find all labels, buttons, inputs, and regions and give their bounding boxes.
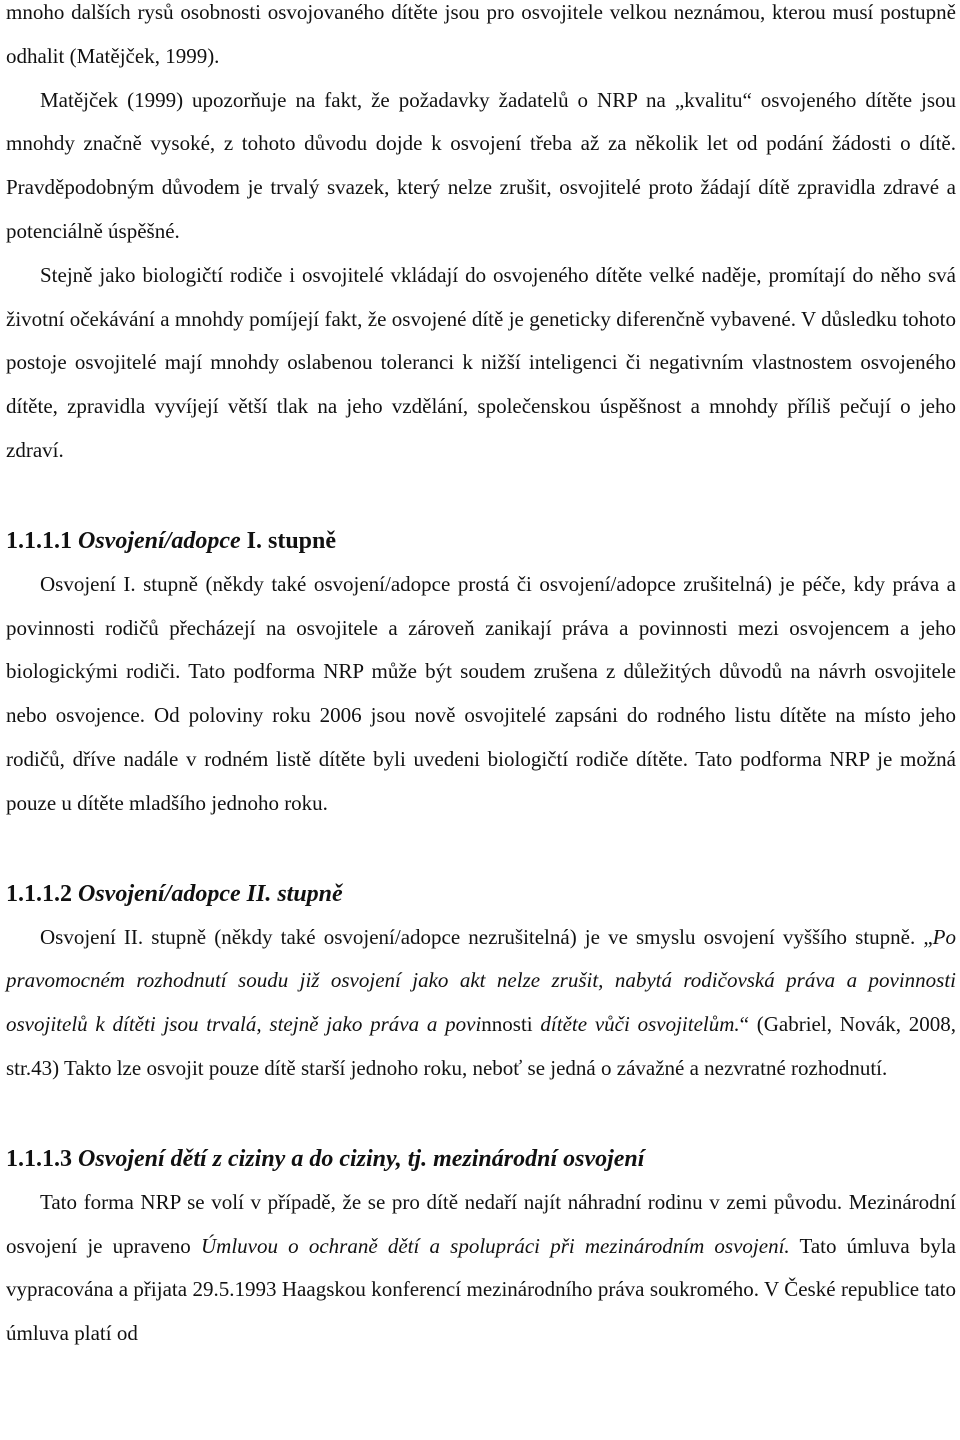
section-title-italic: Osvojení/adopce II. stupně <box>78 880 343 907</box>
paragraph-continued <box>6 0 956 79</box>
paragraph-text-end: Tato úmluva byla vypracována a přijata 29.5.1993 Haagskou konferencí mezinárodního práva soukromého. V České republice tato úmluva platí od <box>6 1233 956 1346</box>
citation-text: “ (Gabriel, Novák, 2008, str.43) Takto lze osvojit pouze dítě starší jednoho roku, neboť se jedná o závažné a nezvratné rozhodnutí. <box>6 1012 956 1080</box>
paragraph-text: Stejně jako biologičtí rodiče i osvojitelé vkládají do osvojeného dítěte velké naděje, promítají do něho svá životní očekávání a mnohdy pomíjejí fakt, že osvojené dítě je geneticky diferenčně vybavené. V důsledku tohoto postoje osvojitelé mají mnohdy oslabenou toleranci k nižší inteligenci či negativním vlastnostem osvojeného dítěte, zpravidla vyvíjejí větší tlak na jeho vzdělání, společenskou úspěšnost a mnohdy příliš pečují o jeho zdraví. <box>6 262 956 462</box>
section-heading-1 <box>6 519 956 563</box>
section-title-rest: I. stu <box>240 527 299 554</box>
spacer <box>6 473 956 519</box>
section-1-body <box>6 563 956 826</box>
section-title-italic: Osvojení/adopce <box>78 527 241 554</box>
document-page <box>6 0 956 1356</box>
spacer <box>6 826 956 872</box>
convention-title-italic: Úmluvou o ochraně dětí a spolupráci při mezinárodním osvojení. <box>201 1233 790 1258</box>
spacer <box>6 1091 956 1137</box>
quotation-italic-end: dítěte vůči osvojitelům. <box>540 1012 740 1037</box>
paragraph-text: Tato forma NRP se volí v případě, že se pro dítě nedaří najít náhradní rodinu v zemi původu. Mezinárodní osvojení je upraveno <box>6 1189 956 1258</box>
section-title-rest-end: pně <box>298 527 337 554</box>
section-number: 1.1.1.2 <box>6 880 72 907</box>
section-title-italic: Osvojení dětí z ciziny a do ciziny, tj. mezinárodní osvojení <box>78 1145 645 1172</box>
paragraph-text: Matějček (1999) upozorňuje na fakt, že požadavky žadatelů o NRP na „kvalitu“ osvojeného dítěte jsou mnohdy značně vysoké, z tohoto důvodu dojde k osvojení třeba až za několik let od podání žádosti o dítě. Pravděpodobným důvodem je trvalý svazek, který nelze zrušit, osvojitelé proto žádají dítě zpravidla zdravé a potenciálně úspěšné. <box>6 87 956 243</box>
section-number: 1.1.1.3 <box>6 1145 72 1172</box>
quotation-italic: Po pravomocném rozhodnutí soudu již osvojení jako akt nelze zrušit, nabytá rodičovská práva a povinnosti osvojitelů k dítěti jsou trvalá, stejně jako práva a povi <box>6 924 956 1037</box>
section-heading-3 <box>6 1137 956 1181</box>
section-2-body <box>6 916 956 1091</box>
paragraph-expectations <box>6 254 956 473</box>
paragraph-text: Osvojení II. stupně (někdy také osvojení/adopce nezrušitelná) je ve smyslu osvojení vyššího stupně. „ <box>40 924 933 949</box>
section-number: 1.1.1.1 <box>6 527 72 554</box>
paragraph-text: mnoho dalších rysů osobnosti osvojovaného dítěte jsou pro osvojitele velkou neznámou, kterou musí postupně odhalit (Matějček, 1999). <box>6 0 956 68</box>
paragraph-matejcek <box>6 79 956 254</box>
quotation-plain: nnosti <box>481 1012 533 1037</box>
section-3-body <box>6 1181 956 1356</box>
section-heading-2 <box>6 872 956 916</box>
paragraph-text: Osvojení I. stupně (někdy také osvojení/adopce prostá či osvojení/adopce zrušitelná) je péče, kdy práva a povinnosti rodičů přecházejí na osvojitele a zároveň zanikají práva a povinnosti mezi osvojencem a jeho biologickými rodiči. Tato podforma NRP může být soudem zrušena z důležitých důvodů na návrh osvojitele nebo osvojence. Od poloviny roku 2006 jsou nově osvojitelé zapsáni do rodného listu dítěte na místo jeho rodičů, dříve nadále v rodném listě dítěte byli uvedeni biologičtí rodiče dítěte. Tato podforma NRP je možná pouze u dítěte mladšího jednoho roku. <box>6 571 956 815</box>
